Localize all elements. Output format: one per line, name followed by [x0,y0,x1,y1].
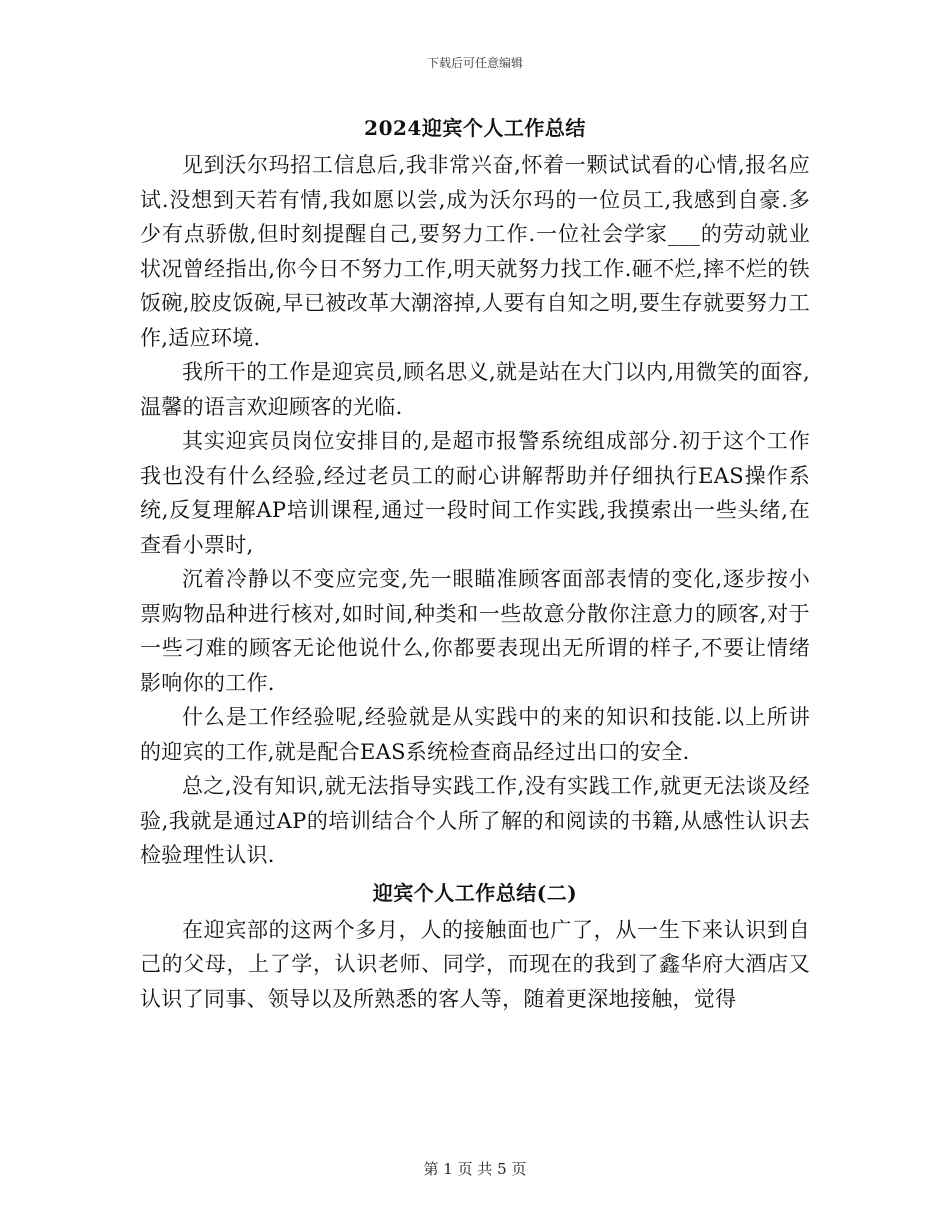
paragraph: 我所干的工作是迎宾员,顾名思义,就是站在大门以内,用微笑的面容,温馨的语言欢迎顾客的光临. [140,360,810,419]
page-header-note: 下载后可任意编辑 [426,56,523,70]
page-number-footer: 第 1 页 共 5 页 [423,1160,527,1178]
paragraph: 见到沃尔玛招工信息后,我非常兴奋,怀着一颗试试看的心情,报名应试.没想到天若有情,我如愿以尝,成为沃尔玛的一位员工,我感到自豪.多少有点骄傲,但时刻提醒自己,要努力工作.一位社会学家___的劳动就业状况曾经指出,你今日不努力工作,明天就努力找工作.砸不烂,摔不烂的铁饭碗,胶皮饭碗,早已被改革大潮溶掉,人要有自知之明,要生存就要努力工作,适应环境. [140,153,810,350]
paragraph: 其实迎宾员岗位安排目的,是超市报警系统组成部分.初于这个工作我也没有什么经验,经过老员工的耐心讲解帮助并仔细执行EAS操作系统,反复理解AP培训课程,通过一段时间工作实践,我摸索出一些头绪,在查看小票时, [140,429,810,557]
paragraph: 总之,没有知识,就无法指导实践工作,没有实践工作,就更无法谈及经验,我就是通过AP的培训结合个人所了解的和阅读的书籍,从感性认识去检验理性认识. [140,774,810,867]
paragraph: 沉着冷静以不变应完变,先一眼瞄准顾客面部表情的变化,逐步按小票购物品种进行核对,如时间,种类和一些故意分散你注意力的顾客,对于一些刁难的顾客无论他说什么,你都要表现出无所谓的样子,不要让情绪影响你的工作. [140,567,810,695]
paragraph: 在迎宾部的这两个多月，人的接触面也广了，从一生下来认识到自己的父母，上了学，认识老师、同学，而现在的我到了鑫华府大酒店又认识了同事、领导以及所熟悉的客人等，随着更深地接触，觉得 [140,917,810,1011]
article-title: 2024迎宾个人工作总结 [364,116,586,140]
paragraph: 什么是工作经验呢,经验就是从实践中的来的知识和技能.以上所讲的迎宾的工作,就是配合EAS系统检查商品经过出口的安全. [140,705,810,764]
section-title: 迎宾个人工作总结(二) [372,880,578,905]
document-body [140,112,810,1016]
